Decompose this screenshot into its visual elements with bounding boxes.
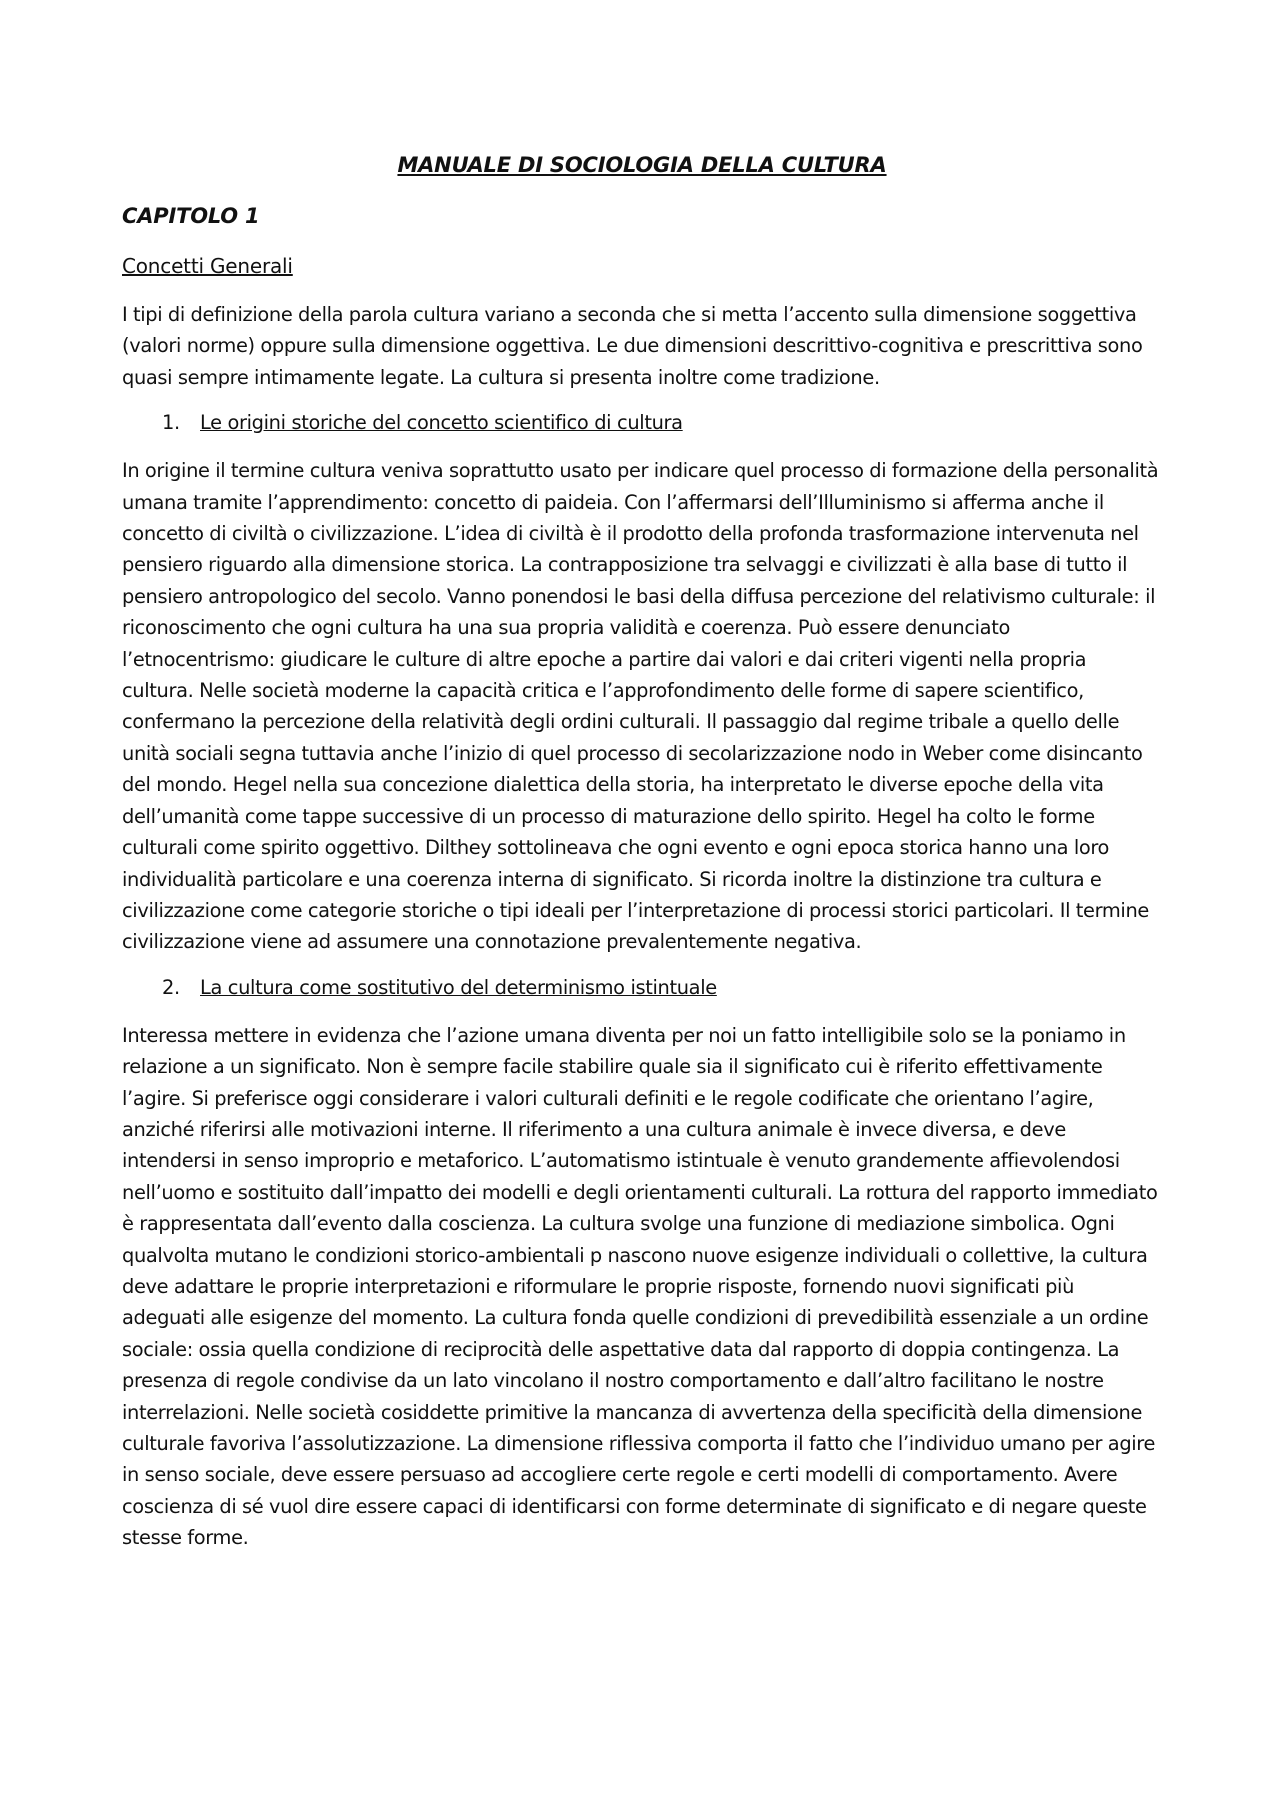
section-2-title: La cultura come sostitutivo del determinismo istintuale: [200, 975, 717, 999]
document-title: MANUALE DI SOCIOLOGIA DELLA CULTURA: [397, 153, 887, 177]
section-2-heading: [162, 973, 1162, 1003]
section-2-number: 2.: [162, 975, 180, 999]
intro-paragraph: I tipi di definizione della parola cultura variano a seconda che si metta l’accento sulla dimensione soggettiva (valori norme) oppure sulla dimensione oggettiva. Le due dimensioni descrittivo-cognitiva e prescrittiva sono quasi sempre intimamente legate. La cultura si presenta inoltre come tradizione.: [122, 303, 1143, 389]
section-1-paragraph: In origine il termine cultura veniva soprattutto usato per indicare quel processo di formazione della personalità umana tramite l’apprendimento: concetto di paideia. Con l’affermarsi dell’Illuminismo si afferma anche il concetto di civiltà o civilizzazione. L’idea di civiltà è il prodotto della profonda trasformazione intervenuta nel pensiero riguardo alla dimensione storica. La contrapposizione tra selvaggi e civilizzati è alla base di tutto il pensiero antropologico del secolo. Vanno ponendosi le basi della diffusa percezione del relativismo culturale: il riconoscimento che ogni cultura ha una sua propria validità e coerenza. Può essere denunciato l’etnocentrismo: giudicare le culture di altre epoche a partire dai valori e dai criteri vigenti nella propria cultura. Nelle società moderne la capacità critica e l’approfondimento delle forme di sapere scientifico, confermano la percezione della relatività degli ordini culturali. Il passaggio dal regime tribale a quello delle unità sociali segna tuttavia anche l’inizio di quel processo di secolarizzazione nodo in Weber come disincanto del mondo. Hegel nella sua concezione dialettica della storia, ha interpretato le diverse epoche della vita dell’umanità come tappe successive di un processo di maturazione dello spirito. Hegel ha colto le forme culturali come spirito oggettivo. Dilthey sottolineava che ogni evento e ogni epoca storica hanno una loro individualità particolare e una coerenza interna di significato. Si ricorda inoltre la distinzione tra cultura e civilizzazione come categorie storiche o tipi ideali per l’interpretazione di processi storici particolari. Il termine civilizzazione viene ad assumere una connotazione prevalentemente negativa.: [122, 459, 1159, 954]
section-1-number: 1.: [162, 411, 180, 435]
chapter-heading: CAPITOLO 1: [122, 204, 260, 228]
document-body: [122, 150, 1162, 1569]
section-2-paragraph: Interessa mettere in evidenza che l’azione umana diventa per noi un fatto intelligibile solo se la poniamo in relazione a un significato. Non è sempre facile stabilire quale sia il significato cui è riferito effettivamente l’agire. Si preferisce oggi considerare i valori culturali definiti e le regole codificate che orientano l’agire, anziché riferirsi alle motivazioni interne. Il riferimento a una cultura animale è invece diversa, e deve intendersi in senso improprio e metaforico. L’automatismo istintuale è venuto grandemente affievolendosi nell’uomo e sostituito dall’impatto dei modelli e degli orientamenti culturali. La rottura del rapporto immediato è rappresentata dall’evento dalla coscienza. La cultura svolge una funzione di mediazione simbolica. Ogni qualvolta mutano le condizioni storico-ambientali p nascono nuove esigenze individuali o collettive, la cultura deve adattare le proprie interpretazioni e riformulare le proprie risposte, fornendo nuovi significati più adeguati alle esigenze del momento. La cultura fonda quelle condizioni di prevedibilità essenziale a un ordine sociale: ossia quella condizione di reciprocità delle aspettative data dal rapporto di doppia contingenza. La presenza di regole condivise da un lato vincolano il nostro comportamento e dall’altro facilitano le nostre interrelazioni. Nelle società cosiddette primitive la mancanza di avvertenza della specificità della dimensione culturale favoriva l’assolutizzazione. La dimensione riflessiva comporta il fatto che l’individuo umano per agire in senso sociale, deve essere persuaso ad accogliere certe regole e certi modelli di comportamento. Avere coscienza di sé vuol dire essere capaci di identificarsi con forme determinate di significato e di negare queste stesse forme.: [122, 1023, 1158, 1550]
intro-heading: Concetti Generali: [122, 254, 293, 278]
section-1-title: Le origini storiche del concetto scientifico di cultura: [200, 411, 683, 435]
section-1-heading: [162, 408, 1162, 438]
